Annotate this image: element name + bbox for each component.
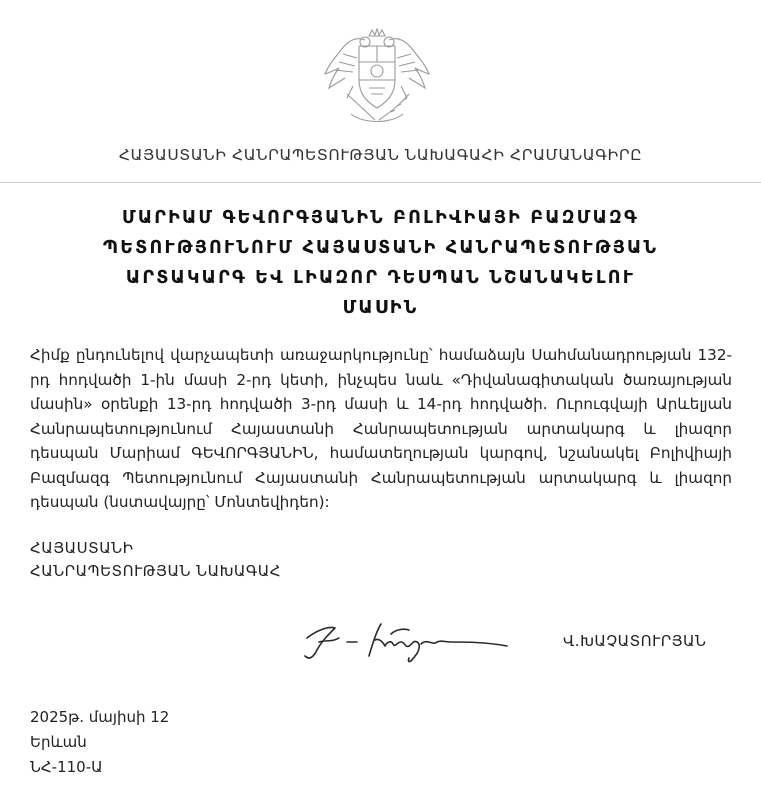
decree-body-text: Հիմք ընդունելով վարչապետի առաջարկությունը՝ համաձայն Սահմանադրության 132-րդ հոդվածի 1-ին մասի 2-րդ կետի, ինչպես նաև «Դիվանագիտական ծառայության մասին» օրենքի 13-րդ հոդվածի 3-րդ մասի և 14-րդ հոդվածի. Ուրուգվայի Արևելյան Հանրապետությունում Հայաստանի Հանրապետության արտակարգ և լիազոր դեսպան Մարիամ ԳԵՎՈՐԳՅԱՆԻՆ, համատեղության կարգով, նշանակել Բոլիվիայի Բազմազգ Պետությունում Հայաստանի Հանրապետության արտակարգ և լիազոր դեսպան (նստավայրը՝ Մոնտեվիդեո): bbox=[30, 346, 732, 511]
signer-title-line-2: ՀԱՆՐԱՊԵՏՈՒԹՅԱՆ ՆԱԽԱԳԱՀ bbox=[30, 562, 281, 580]
document-footer bbox=[30, 705, 169, 780]
decree-title-line-2: ՊԵՏՈՒԹՅՈՒՆՈՒՄ ՀԱՅԱՍՏԱՆԻ ՀԱՆՐԱՊԵՏՈՒԹՅԱՆ bbox=[102, 238, 659, 258]
signer-title-block bbox=[30, 537, 281, 583]
decree-date: 2025թ. մայիսի 12 bbox=[30, 708, 170, 726]
decree-title-line-4: ՄԱՍԻՆ bbox=[342, 298, 419, 318]
document-header-title: ՀԱՅԱՍՏԱՆԻ ՀԱՆՐԱՊԵՏՈՒԹՅԱՆ ՆԱԽԱԳԱՀԻ ՀՐԱՄԱՆԱԳԻՐԸ bbox=[118, 146, 643, 164]
header-divider bbox=[0, 182, 761, 183]
armenia-coat-of-arms-icon bbox=[317, 28, 437, 128]
decree-city: Երևան bbox=[30, 733, 87, 751]
decree-title-line-1: ՄԱՐԻԱՄ ԳԵՎՈՐԳՅԱՆԻՆ ԲՈԼԻՎԻԱՅԻ ԲԱԶՄԱԶԳ bbox=[121, 208, 640, 228]
signer-title-line-1: ՀԱՅԱՍՏԱՆԻ bbox=[30, 539, 134, 557]
handwritten-signature-icon bbox=[295, 612, 545, 672]
decree-number: ՆՀ-110-Ա bbox=[30, 758, 103, 776]
signer-name: Վ.ԽԱՉԱՏՈՒՐՅԱՆ bbox=[563, 632, 707, 650]
decree-title-line-3: ԱՐՏԱԿԱՐԳ ԵՎ ԼԻԱԶՈՐ ԴԵՍՊԱՆ ՆՇԱՆԱԿԵԼՈՒ bbox=[125, 268, 636, 288]
decree-title bbox=[60, 203, 701, 323]
